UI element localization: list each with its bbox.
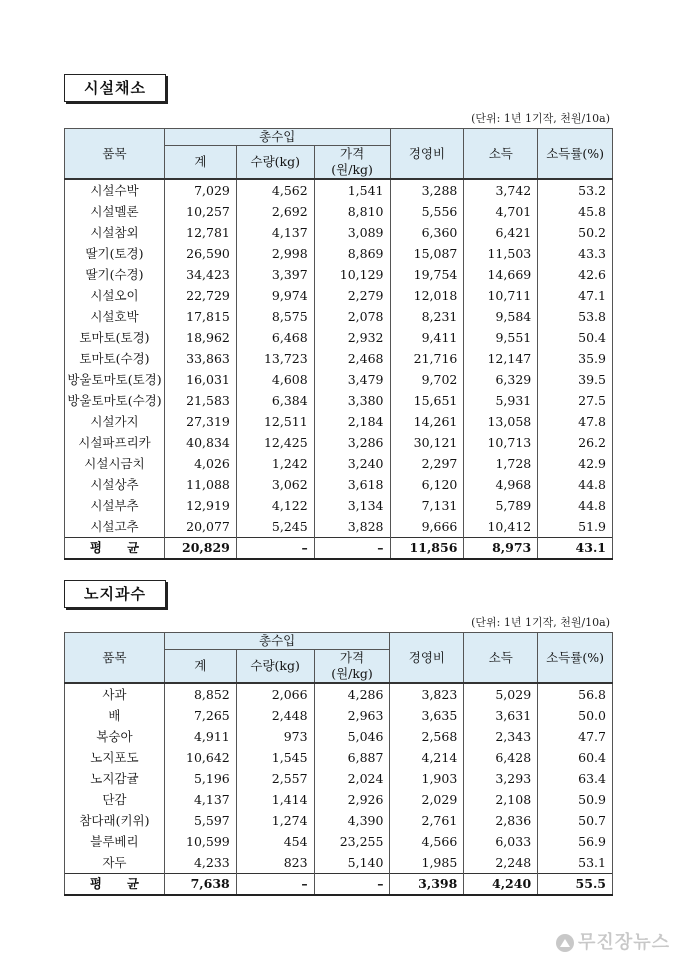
cost-cell: 30,121	[390, 432, 464, 453]
price-cell: 2,468	[314, 348, 390, 369]
item-name-cell: 방울토마토(수경)	[65, 390, 165, 411]
income-cell: 13,058	[464, 411, 538, 432]
item-name-cell: 시설멜론	[65, 201, 165, 222]
total-cell: 22,729	[164, 285, 236, 306]
table-row	[65, 516, 613, 538]
table-row	[65, 390, 613, 411]
income-cell: 10,412	[464, 516, 538, 538]
quantity-cell: 1,414	[236, 789, 314, 810]
total-cell: 7,029	[164, 179, 236, 201]
price-cell: 2,184	[314, 411, 390, 432]
ratio-cell: 51.9	[538, 516, 613, 538]
income-cell: 14,669	[464, 264, 538, 285]
item-name-cell: 단감	[65, 789, 165, 810]
section-title-open-field-fruits: 노지과수	[64, 580, 166, 608]
ratio-cell: 55.5	[538, 874, 613, 896]
income-cell: 11,503	[464, 243, 538, 264]
ratio-cell: 39.5	[538, 369, 613, 390]
price-cell: 2,963	[314, 705, 390, 726]
header-income: 소득	[464, 129, 538, 180]
cost-cell: 21,716	[390, 348, 464, 369]
table-row	[65, 474, 613, 495]
income-cell: 6,421	[464, 222, 538, 243]
cost-cell: 3,823	[390, 683, 464, 705]
income-cell: 3,293	[464, 768, 538, 789]
table-row	[65, 432, 613, 453]
item-name-cell: 시설호박	[65, 306, 165, 327]
price-cell: 23,255	[314, 831, 390, 852]
header-cost: 경영비	[390, 633, 464, 684]
ratio-cell: 26.2	[538, 432, 613, 453]
cost-cell: 7,131	[390, 495, 464, 516]
cost-cell: 6,360	[390, 222, 464, 243]
ratio-cell: 47.1	[538, 285, 613, 306]
quantity-cell: 12,511	[236, 411, 314, 432]
price-cell: 3,089	[314, 222, 390, 243]
price-cell: 6,887	[314, 747, 390, 768]
ratio-cell: 47.8	[538, 411, 613, 432]
income-cell: 8,973	[464, 538, 538, 560]
item-name-cell: 자두	[65, 852, 165, 874]
income-cell: 6,428	[464, 747, 538, 768]
item-name-cell: 시설참외	[65, 222, 165, 243]
item-name-cell: 시설오이	[65, 285, 165, 306]
quantity-cell: 4,562	[236, 179, 314, 201]
item-name-cell: 노지감귤	[65, 768, 165, 789]
income-cell: 10,713	[464, 432, 538, 453]
total-cell: 26,590	[164, 243, 236, 264]
price-cell: 10,129	[314, 264, 390, 285]
total-cell: 10,642	[164, 747, 236, 768]
ratio-cell: 50.4	[538, 327, 613, 348]
price-cell: 2,078	[314, 306, 390, 327]
income-cell: 4,968	[464, 474, 538, 495]
cost-cell: 5,556	[390, 201, 464, 222]
quantity-cell: 13,723	[236, 348, 314, 369]
cost-cell: 9,702	[390, 369, 464, 390]
price-cell: 4,390	[314, 810, 390, 831]
table-row	[65, 264, 613, 285]
income-cell: 5,029	[464, 683, 538, 705]
header-total-income: 총수입	[164, 129, 390, 146]
item-name-cell: 노지포도	[65, 747, 165, 768]
average-row	[65, 874, 613, 896]
total-cell: 7,638	[164, 874, 236, 896]
cost-cell: 4,566	[390, 831, 464, 852]
price-cell: 3,380	[314, 390, 390, 411]
header-quantity: 수량(kg)	[236, 650, 314, 684]
total-cell: 4,137	[164, 789, 236, 810]
cost-cell: 15,651	[390, 390, 464, 411]
table-row	[65, 747, 613, 768]
header-item: 품목	[65, 129, 165, 180]
income-cell: 9,551	[464, 327, 538, 348]
ratio-cell: 50.7	[538, 810, 613, 831]
cost-cell: 3,635	[390, 705, 464, 726]
income-cell: 5,931	[464, 390, 538, 411]
total-cell: 7,265	[164, 705, 236, 726]
header-ratio: 소득률(%)	[538, 129, 613, 180]
item-name-cell: 딸기(토경)	[65, 243, 165, 264]
cost-cell: 12,018	[390, 285, 464, 306]
quantity-cell: 1,274	[236, 810, 314, 831]
price-cell: 3,134	[314, 495, 390, 516]
quantity-cell: 454	[236, 831, 314, 852]
cost-cell: 2,761	[390, 810, 464, 831]
total-cell: 18,962	[164, 327, 236, 348]
header-total-income: 총수입	[164, 633, 390, 650]
table-row	[65, 348, 613, 369]
table-row	[65, 726, 613, 747]
item-name-cell: 평 균	[65, 874, 165, 896]
cost-cell: 19,754	[390, 264, 464, 285]
total-cell: 33,863	[164, 348, 236, 369]
table-row	[65, 369, 613, 390]
income-cell: 4,240	[464, 874, 538, 896]
ratio-cell: 50.2	[538, 222, 613, 243]
income-cell: 2,248	[464, 852, 538, 874]
price-cell: 2,932	[314, 327, 390, 348]
price-cell: 5,046	[314, 726, 390, 747]
total-cell: 10,599	[164, 831, 236, 852]
price-cell: 5,140	[314, 852, 390, 874]
ratio-cell: 50.0	[538, 705, 613, 726]
quantity-cell: 4,137	[236, 222, 314, 243]
quantity-cell: 5,245	[236, 516, 314, 538]
item-name-cell: 방울토마토(토경)	[65, 369, 165, 390]
price-cell: 4,286	[314, 683, 390, 705]
income-cell: 6,329	[464, 369, 538, 390]
income-cell: 3,631	[464, 705, 538, 726]
open-field-fruits-table	[64, 632, 613, 896]
table-row	[65, 683, 613, 705]
quantity-cell: 8,575	[236, 306, 314, 327]
header-price: 가격(원/kg)	[314, 146, 390, 180]
total-cell: 12,781	[164, 222, 236, 243]
table-row	[65, 831, 613, 852]
item-name-cell: 블루베리	[65, 831, 165, 852]
total-cell: 27,319	[164, 411, 236, 432]
table-row	[65, 789, 613, 810]
section-title-greenhouse-vegetables: 시설채소	[64, 74, 166, 102]
quantity-cell: –	[236, 874, 314, 896]
price-cell: 3,828	[314, 516, 390, 538]
average-row	[65, 538, 613, 560]
price-cell: 3,286	[314, 432, 390, 453]
item-name-cell: 복숭아	[65, 726, 165, 747]
item-name-cell: 딸기(수경)	[65, 264, 165, 285]
table-body	[65, 683, 613, 895]
ratio-cell: 60.4	[538, 747, 613, 768]
table-row	[65, 179, 613, 201]
item-name-cell: 시설상추	[65, 474, 165, 495]
ratio-cell: 47.7	[538, 726, 613, 747]
income-cell: 9,584	[464, 306, 538, 327]
quantity-cell: 1,545	[236, 747, 314, 768]
total-cell: 4,026	[164, 453, 236, 474]
cost-cell: 1,903	[390, 768, 464, 789]
table-row	[65, 201, 613, 222]
income-cell: 3,742	[464, 179, 538, 201]
item-name-cell: 시설부추	[65, 495, 165, 516]
ratio-cell: 42.6	[538, 264, 613, 285]
quantity-cell: 6,384	[236, 390, 314, 411]
item-name-cell: 참다래(키위)	[65, 810, 165, 831]
greenhouse-vegetables-table	[64, 128, 613, 560]
table-row	[65, 852, 613, 874]
quantity-cell: 2,066	[236, 683, 314, 705]
cost-cell: 3,398	[390, 874, 464, 896]
price-cell: 8,869	[314, 243, 390, 264]
cost-cell: 11,856	[390, 538, 464, 560]
income-cell: 2,343	[464, 726, 538, 747]
income-cell: 4,701	[464, 201, 538, 222]
cost-cell: 9,411	[390, 327, 464, 348]
quantity-cell: 3,062	[236, 474, 314, 495]
price-cell: 2,024	[314, 768, 390, 789]
header-total: 계	[164, 146, 236, 180]
unit-note: (단위: 1년 1기작, 천원/10a)	[471, 112, 610, 125]
ratio-cell: 56.9	[538, 831, 613, 852]
price-cell: 3,618	[314, 474, 390, 495]
ratio-cell: 53.1	[538, 852, 613, 874]
item-name-cell: 배	[65, 705, 165, 726]
table-row	[65, 495, 613, 516]
ratio-cell: 43.3	[538, 243, 613, 264]
item-name-cell: 토마토(수경)	[65, 348, 165, 369]
table-row	[65, 243, 613, 264]
header-item: 품목	[65, 633, 165, 684]
total-cell: 8,852	[164, 683, 236, 705]
price-cell: 1,541	[314, 179, 390, 201]
price-cell: 2,926	[314, 789, 390, 810]
watermark-text: 무진장뉴스	[578, 932, 670, 953]
total-cell: 4,911	[164, 726, 236, 747]
quantity-cell: 823	[236, 852, 314, 874]
total-cell: 10,257	[164, 201, 236, 222]
cost-cell: 6,120	[390, 474, 464, 495]
price-cell: –	[314, 538, 390, 560]
total-cell: 21,583	[164, 390, 236, 411]
quantity-cell: 6,468	[236, 327, 314, 348]
watermark	[556, 928, 670, 954]
ratio-cell: 45.8	[538, 201, 613, 222]
total-cell: 4,233	[164, 852, 236, 874]
ratio-cell: 63.4	[538, 768, 613, 789]
price-cell: 8,810	[314, 201, 390, 222]
cost-cell: 3,288	[390, 179, 464, 201]
quantity-cell: 2,998	[236, 243, 314, 264]
item-name-cell: 평 균	[65, 538, 165, 560]
total-cell: 12,919	[164, 495, 236, 516]
header-quantity: 수량(kg)	[236, 146, 314, 180]
total-cell: 11,088	[164, 474, 236, 495]
header-total: 계	[164, 650, 236, 684]
income-cell: 10,711	[464, 285, 538, 306]
ratio-cell: 50.9	[538, 789, 613, 810]
total-cell: 5,196	[164, 768, 236, 789]
total-cell: 16,031	[164, 369, 236, 390]
item-name-cell: 시설수박	[65, 179, 165, 201]
table-row	[65, 768, 613, 789]
header-income: 소득	[464, 633, 538, 684]
price-cell: 3,240	[314, 453, 390, 474]
table-row	[65, 327, 613, 348]
quantity-cell: 2,692	[236, 201, 314, 222]
ratio-cell: 56.8	[538, 683, 613, 705]
income-cell: 6,033	[464, 831, 538, 852]
total-cell: 17,815	[164, 306, 236, 327]
item-name-cell: 사과	[65, 683, 165, 705]
quantity-cell: 9,974	[236, 285, 314, 306]
quantity-cell: 973	[236, 726, 314, 747]
cost-cell: 4,214	[390, 747, 464, 768]
item-name-cell: 시설시금치	[65, 453, 165, 474]
header-price: 가격(원/kg)	[314, 650, 390, 684]
price-cell: 3,479	[314, 369, 390, 390]
table-body	[65, 179, 613, 559]
ratio-cell: 44.8	[538, 495, 613, 516]
table-row	[65, 453, 613, 474]
cost-cell: 14,261	[390, 411, 464, 432]
cost-cell: 2,297	[390, 453, 464, 474]
table-row	[65, 306, 613, 327]
item-name-cell: 시설고추	[65, 516, 165, 538]
ratio-cell: 35.9	[538, 348, 613, 369]
item-name-cell: 시설가지	[65, 411, 165, 432]
total-cell: 20,829	[164, 538, 236, 560]
ratio-cell: 42.9	[538, 453, 613, 474]
table-row	[65, 705, 613, 726]
item-name-cell: 토마토(토경)	[65, 327, 165, 348]
cost-cell: 9,666	[390, 516, 464, 538]
cost-cell: 2,568	[390, 726, 464, 747]
income-cell: 2,836	[464, 810, 538, 831]
quantity-cell: 4,122	[236, 495, 314, 516]
quantity-cell: 2,448	[236, 705, 314, 726]
income-cell: 1,728	[464, 453, 538, 474]
total-cell: 34,423	[164, 264, 236, 285]
item-name-cell: 시설파프리카	[65, 432, 165, 453]
ratio-cell: 27.5	[538, 390, 613, 411]
table-row	[65, 222, 613, 243]
total-cell: 40,834	[164, 432, 236, 453]
cost-cell: 8,231	[390, 306, 464, 327]
cost-cell: 1,985	[390, 852, 464, 874]
total-cell: 20,077	[164, 516, 236, 538]
cost-cell: 15,087	[390, 243, 464, 264]
price-cell: 2,279	[314, 285, 390, 306]
header-ratio: 소득률(%)	[538, 633, 613, 684]
income-cell: 2,108	[464, 789, 538, 810]
quantity-cell: 4,608	[236, 369, 314, 390]
ratio-cell: 53.8	[538, 306, 613, 327]
income-cell: 12,147	[464, 348, 538, 369]
ratio-cell: 43.1	[538, 538, 613, 560]
quantity-cell: 1,242	[236, 453, 314, 474]
quantity-cell: –	[236, 538, 314, 560]
quantity-cell: 3,397	[236, 264, 314, 285]
quantity-cell: 12,425	[236, 432, 314, 453]
cost-cell: 2,029	[390, 789, 464, 810]
table-row	[65, 411, 613, 432]
header-cost: 경영비	[390, 129, 464, 180]
total-cell: 5,597	[164, 810, 236, 831]
mountain-logo-icon	[556, 934, 574, 952]
ratio-cell: 53.2	[538, 179, 613, 201]
ratio-cell: 44.8	[538, 474, 613, 495]
income-cell: 5,789	[464, 495, 538, 516]
price-cell: –	[314, 874, 390, 896]
table-row	[65, 285, 613, 306]
table-row	[65, 810, 613, 831]
quantity-cell: 2,557	[236, 768, 314, 789]
unit-note: (단위: 1년 1기작, 천원/10a)	[471, 616, 610, 629]
